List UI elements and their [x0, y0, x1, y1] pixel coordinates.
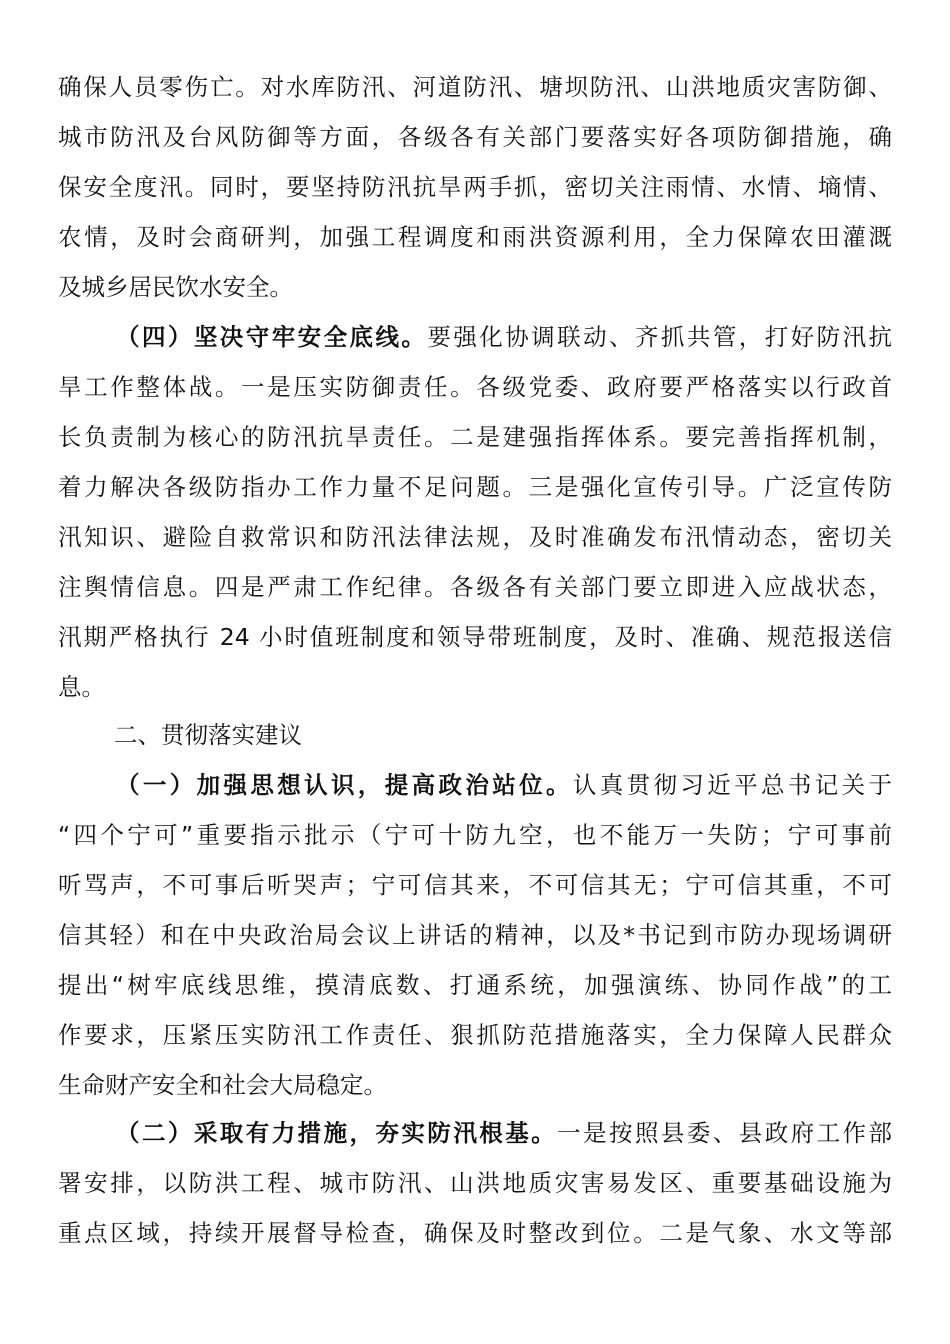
text-line: 听骂声，不可事后听哭声；宁可信其来，不可信其无；宁可信其重，不可 [58, 871, 892, 899]
paragraph-heading: （二）采取有力措施，夯实防汛根基。 [116, 1119, 558, 1147]
section-title: 二、贯彻落实建议 [114, 721, 302, 749]
text-line: 长负责制为核心的防汛抗旱责任。二是建强指挥体系。要完善指挥机制， [58, 423, 892, 451]
text-line: 署安排，以防洪工程、城市防汛、山洪地质灾害易发区、重要基础设施为 [58, 1169, 892, 1197]
text-line: 着力解决各级防指办工作力量不足问题。三是强化宣传引导。广泛宣传防 [58, 473, 892, 501]
text-line: 汛知识、避险自救常识和防汛法律法规，及时准确发布汛情动态，密切关 [58, 523, 892, 551]
text-line: 提出“树牢底线思维，摸清底数、打通系统，加强演练、协同作战”的工 [58, 971, 892, 999]
paragraph-lead-text: 认真贯彻习近平总书记关于 [572, 771, 892, 799]
text-line: 确保人员零伤亡。对水库防汛、河道防汛、塘坝防汛、山洪地质灾害防御、 [58, 73, 892, 101]
text-line: 汛期严格执行 24 小时值班制度和领导带班制度，及时、准确、规范报送信 [58, 623, 892, 651]
text-line: 城市防汛及台风防御等方面，各级各有关部门要落实好各项防御措施，确 [58, 123, 892, 151]
text-line: 保安全度汛。同时，要坚持防汛抗旱两手抓，密切关注雨情、水情、墒情、 [58, 173, 892, 201]
text-line: 信其轻）和在中央政治局会议上讲话的精神，以及*书记到市防办现场调研 [58, 921, 892, 949]
text-line: 生命财产安全和社会大局稳定。 [58, 1071, 387, 1099]
text-line: 注舆情信息。四是严肃工作纪律。各级各有关部门要立即进入应战状态， [58, 573, 892, 601]
paragraph-lead-text: 一是按照县委、县政府工作部 [557, 1119, 893, 1147]
paragraph-lead-text: 要强化协调联动、齐抓共管，打好防汛抗 [427, 323, 893, 351]
paragraph-first-line [116, 770, 892, 800]
text-line: 旱工作整体战。一是压实防御责任。各级党委、政府要严格落实以行政首 [58, 373, 892, 401]
text-line: 农情，及时会商研判，加强工程调度和雨洪资源利用，全力保障农田灌溉 [58, 223, 892, 251]
paragraph-first-line [116, 1118, 892, 1148]
paragraph-heading: （四）坚决守牢安全底线。 [116, 323, 428, 351]
text-line: “四个宁可”重要指示批示（宁可十防九空，也不能万一失防；宁可事前 [58, 821, 892, 849]
paragraph-heading: （一）加强思想认识，提高政治站位。 [116, 771, 573, 799]
text-line: 及城乡居民饮水安全。 [58, 273, 293, 301]
paragraph-first-line [116, 322, 892, 352]
text-line: 重点区域，持续开展督导检查，确保及时整改到位。二是气象、水文等部 [58, 1219, 892, 1247]
text-line: 息。 [58, 673, 105, 701]
text-line: 作要求，压紧压实防汛工作责任、狠抓防范措施落实，全力保障人民群众 [58, 1021, 892, 1049]
